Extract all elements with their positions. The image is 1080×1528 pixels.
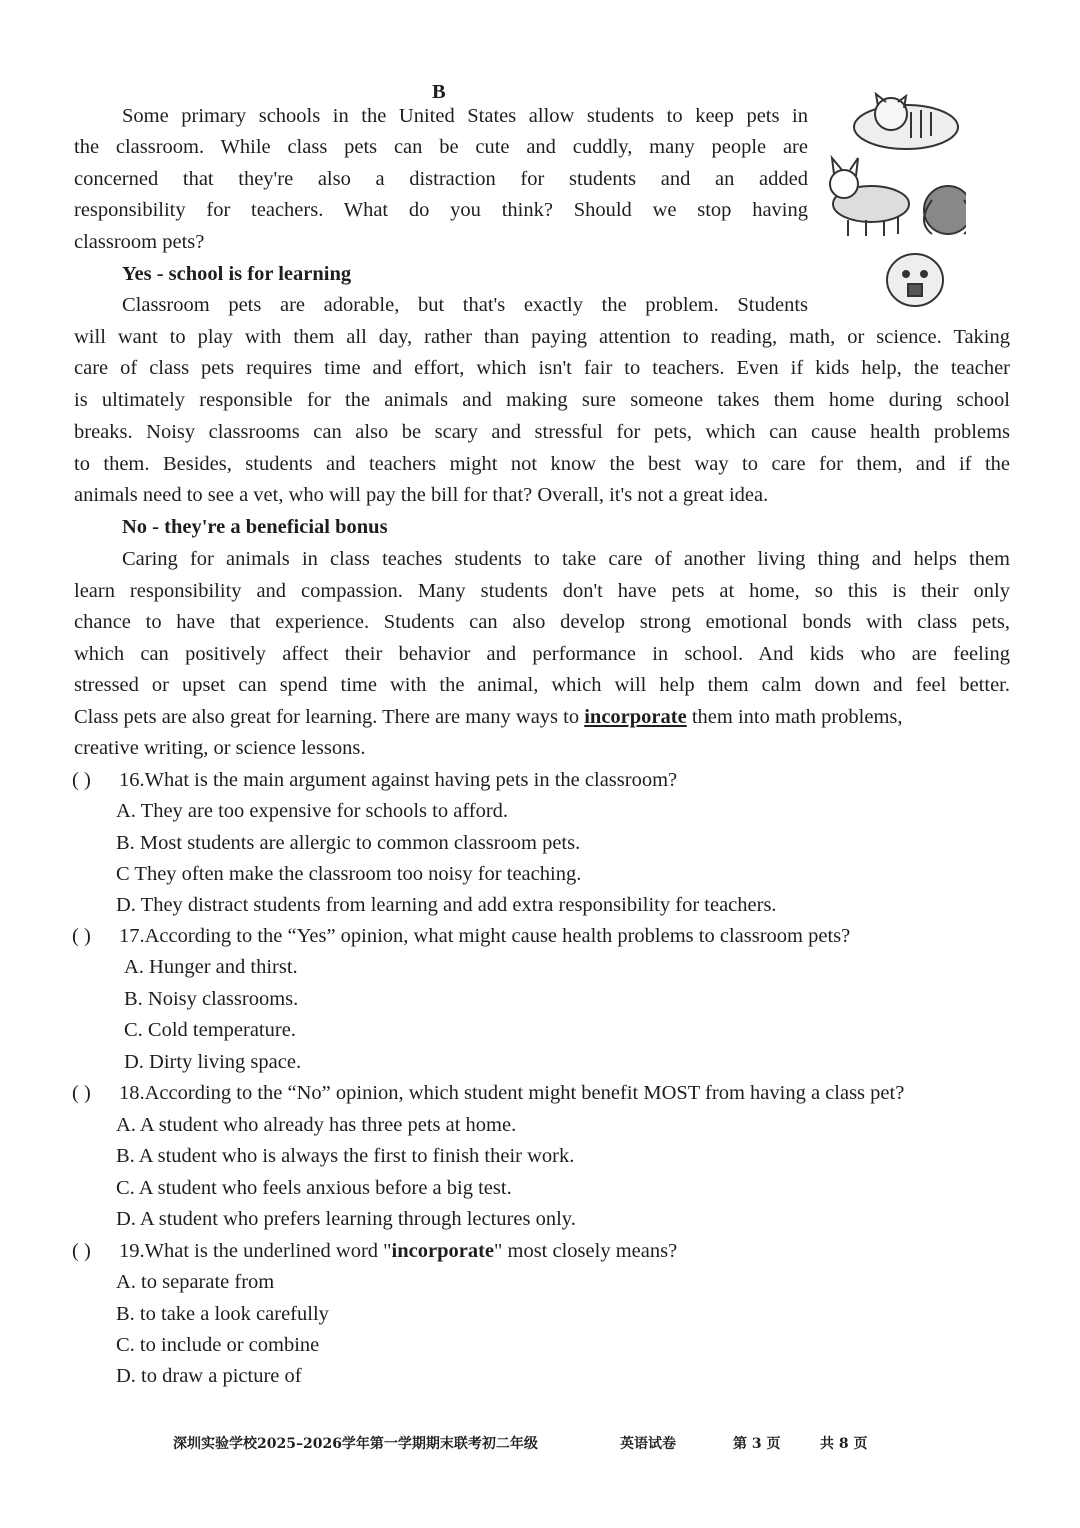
- text-line: responsibility for teachers. What do you think? Should we stop having: [74, 199, 808, 221]
- answer-bracket[interactable]: ( ): [72, 925, 91, 947]
- yes-heading: Yes - school is for learning: [122, 263, 352, 285]
- option-d: D. They distract students from learning and add extra responsibility for teachers.: [116, 894, 777, 916]
- footer-subject: 英语试卷: [620, 1436, 676, 1452]
- underlined-word: incorporate: [584, 706, 687, 728]
- text-line: to them. Besides, students and teachers might not know the best way to care for them, and if the: [74, 453, 1010, 475]
- text-segment: them into math problems,: [686, 706, 903, 728]
- option-c: C They often make the classroom too noisy for teaching.: [116, 863, 582, 885]
- pet-illustrations: [826, 92, 966, 322]
- option-a: A. They are too expensive for schools to afford.: [116, 800, 509, 822]
- text-segment: Class pets are also great for learning. There are many ways to: [74, 706, 585, 728]
- footer-school: 深圳实验学校2025–2026学年第一学期期末联考初二年级: [173, 1436, 538, 1452]
- answer-bracket[interactable]: ( ): [72, 1082, 91, 1104]
- option-a: A. to separate from: [116, 1271, 275, 1293]
- question-stem: 17.According to the “Yes” opinion, what might cause health problems to classroom pets?: [119, 925, 851, 947]
- option-b: B. Most students are allergic to common classroom pets.: [116, 832, 581, 854]
- text-line: Some primary schools in the United States allow students to keep pets in: [122, 105, 808, 127]
- option-d: D. A student who prefers learning through lectures only.: [116, 1208, 576, 1230]
- keyword: incorporate: [391, 1240, 495, 1262]
- text-line: learn responsibility and compassion. Many students don't have pets at home, so this is their only: [74, 580, 1010, 602]
- text-segment: 19.What is the underlined word ": [119, 1240, 392, 1262]
- text-line: which can positively affect their behavior and performance in school. And kids who are feeling: [74, 643, 1010, 665]
- option-c: C. Cold temperature.: [124, 1019, 296, 1041]
- text-line: creative writing, or science lessons.: [74, 737, 366, 759]
- text-line: the classroom. While class pets can be cute and cuddly, many people are: [74, 136, 808, 158]
- footer-page: 第 3 页: [733, 1436, 781, 1452]
- text-segment: " most closely means?: [494, 1240, 678, 1262]
- section-label: B: [432, 81, 446, 103]
- option-a: A. Hunger and thirst.: [124, 956, 298, 978]
- hamster-illustration: [887, 254, 943, 306]
- text-line: animals need to see a vet, who will pay the bill for that? Overall, it's not a great idea.: [74, 484, 769, 506]
- text-line: care of class pets requires time and effort, which isn't fair to teachers. Even if kids help, the teacher: [74, 357, 1010, 379]
- text-line: [74, 704, 903, 730]
- text-line: Caring for animals in class teaches students to take care of another living thing and helps them: [122, 548, 1010, 570]
- text-line: chance to have that experience. Students can also develop strong emotional bonds with class pets,: [74, 611, 1010, 633]
- text-line: breaks. Noisy classrooms can also be scary and stressful for pets, which can cause health problems: [74, 421, 1010, 443]
- question-stem: 16.What is the main argument against having pets in the classroom?: [119, 769, 678, 791]
- rabbit-illustration: [924, 186, 966, 234]
- option-b: B. Noisy classrooms.: [124, 988, 299, 1010]
- text-line: stressed or upset can spend time with the animal, which will help them calm down and feel better.: [74, 674, 1010, 696]
- answer-bracket[interactable]: ( ): [72, 769, 91, 791]
- question-stem: 18.According to the “No” opinion, which student might benefit MOST from having a class pet?: [119, 1082, 905, 1104]
- option-c: C. A student who feels anxious before a big test.: [116, 1177, 512, 1199]
- text-line: concerned that they're also a distraction for students and an added: [74, 168, 808, 190]
- option-c: C. to include or combine: [116, 1334, 320, 1356]
- answer-bracket[interactable]: ( ): [72, 1240, 91, 1262]
- no-heading: No - they're a beneficial bonus: [122, 516, 388, 538]
- footer-total: 共 8 页: [820, 1436, 868, 1452]
- text-line: classroom pets?: [74, 231, 205, 253]
- option-a: A. A student who already has three pets at home.: [116, 1114, 517, 1136]
- corgi-illustration: [830, 158, 909, 236]
- option-d: D. Dirty living space.: [124, 1051, 302, 1073]
- option-b: B. A student who is always the first to finish their work.: [116, 1145, 575, 1167]
- text-line: will want to play with them all day, rather than paying attention to reading, math, or science. Taking: [74, 326, 1010, 348]
- text-line: Classroom pets are adorable, but that's exactly the problem. Students: [122, 294, 808, 316]
- text-line: is ultimately responsible for the animals and making sure someone takes them home during school: [74, 389, 1010, 411]
- question-stem: [119, 1238, 677, 1264]
- cat-illustration: [854, 94, 958, 149]
- option-b: B. to take a look carefully: [116, 1303, 329, 1325]
- option-d: D. to draw a picture of: [116, 1365, 302, 1387]
